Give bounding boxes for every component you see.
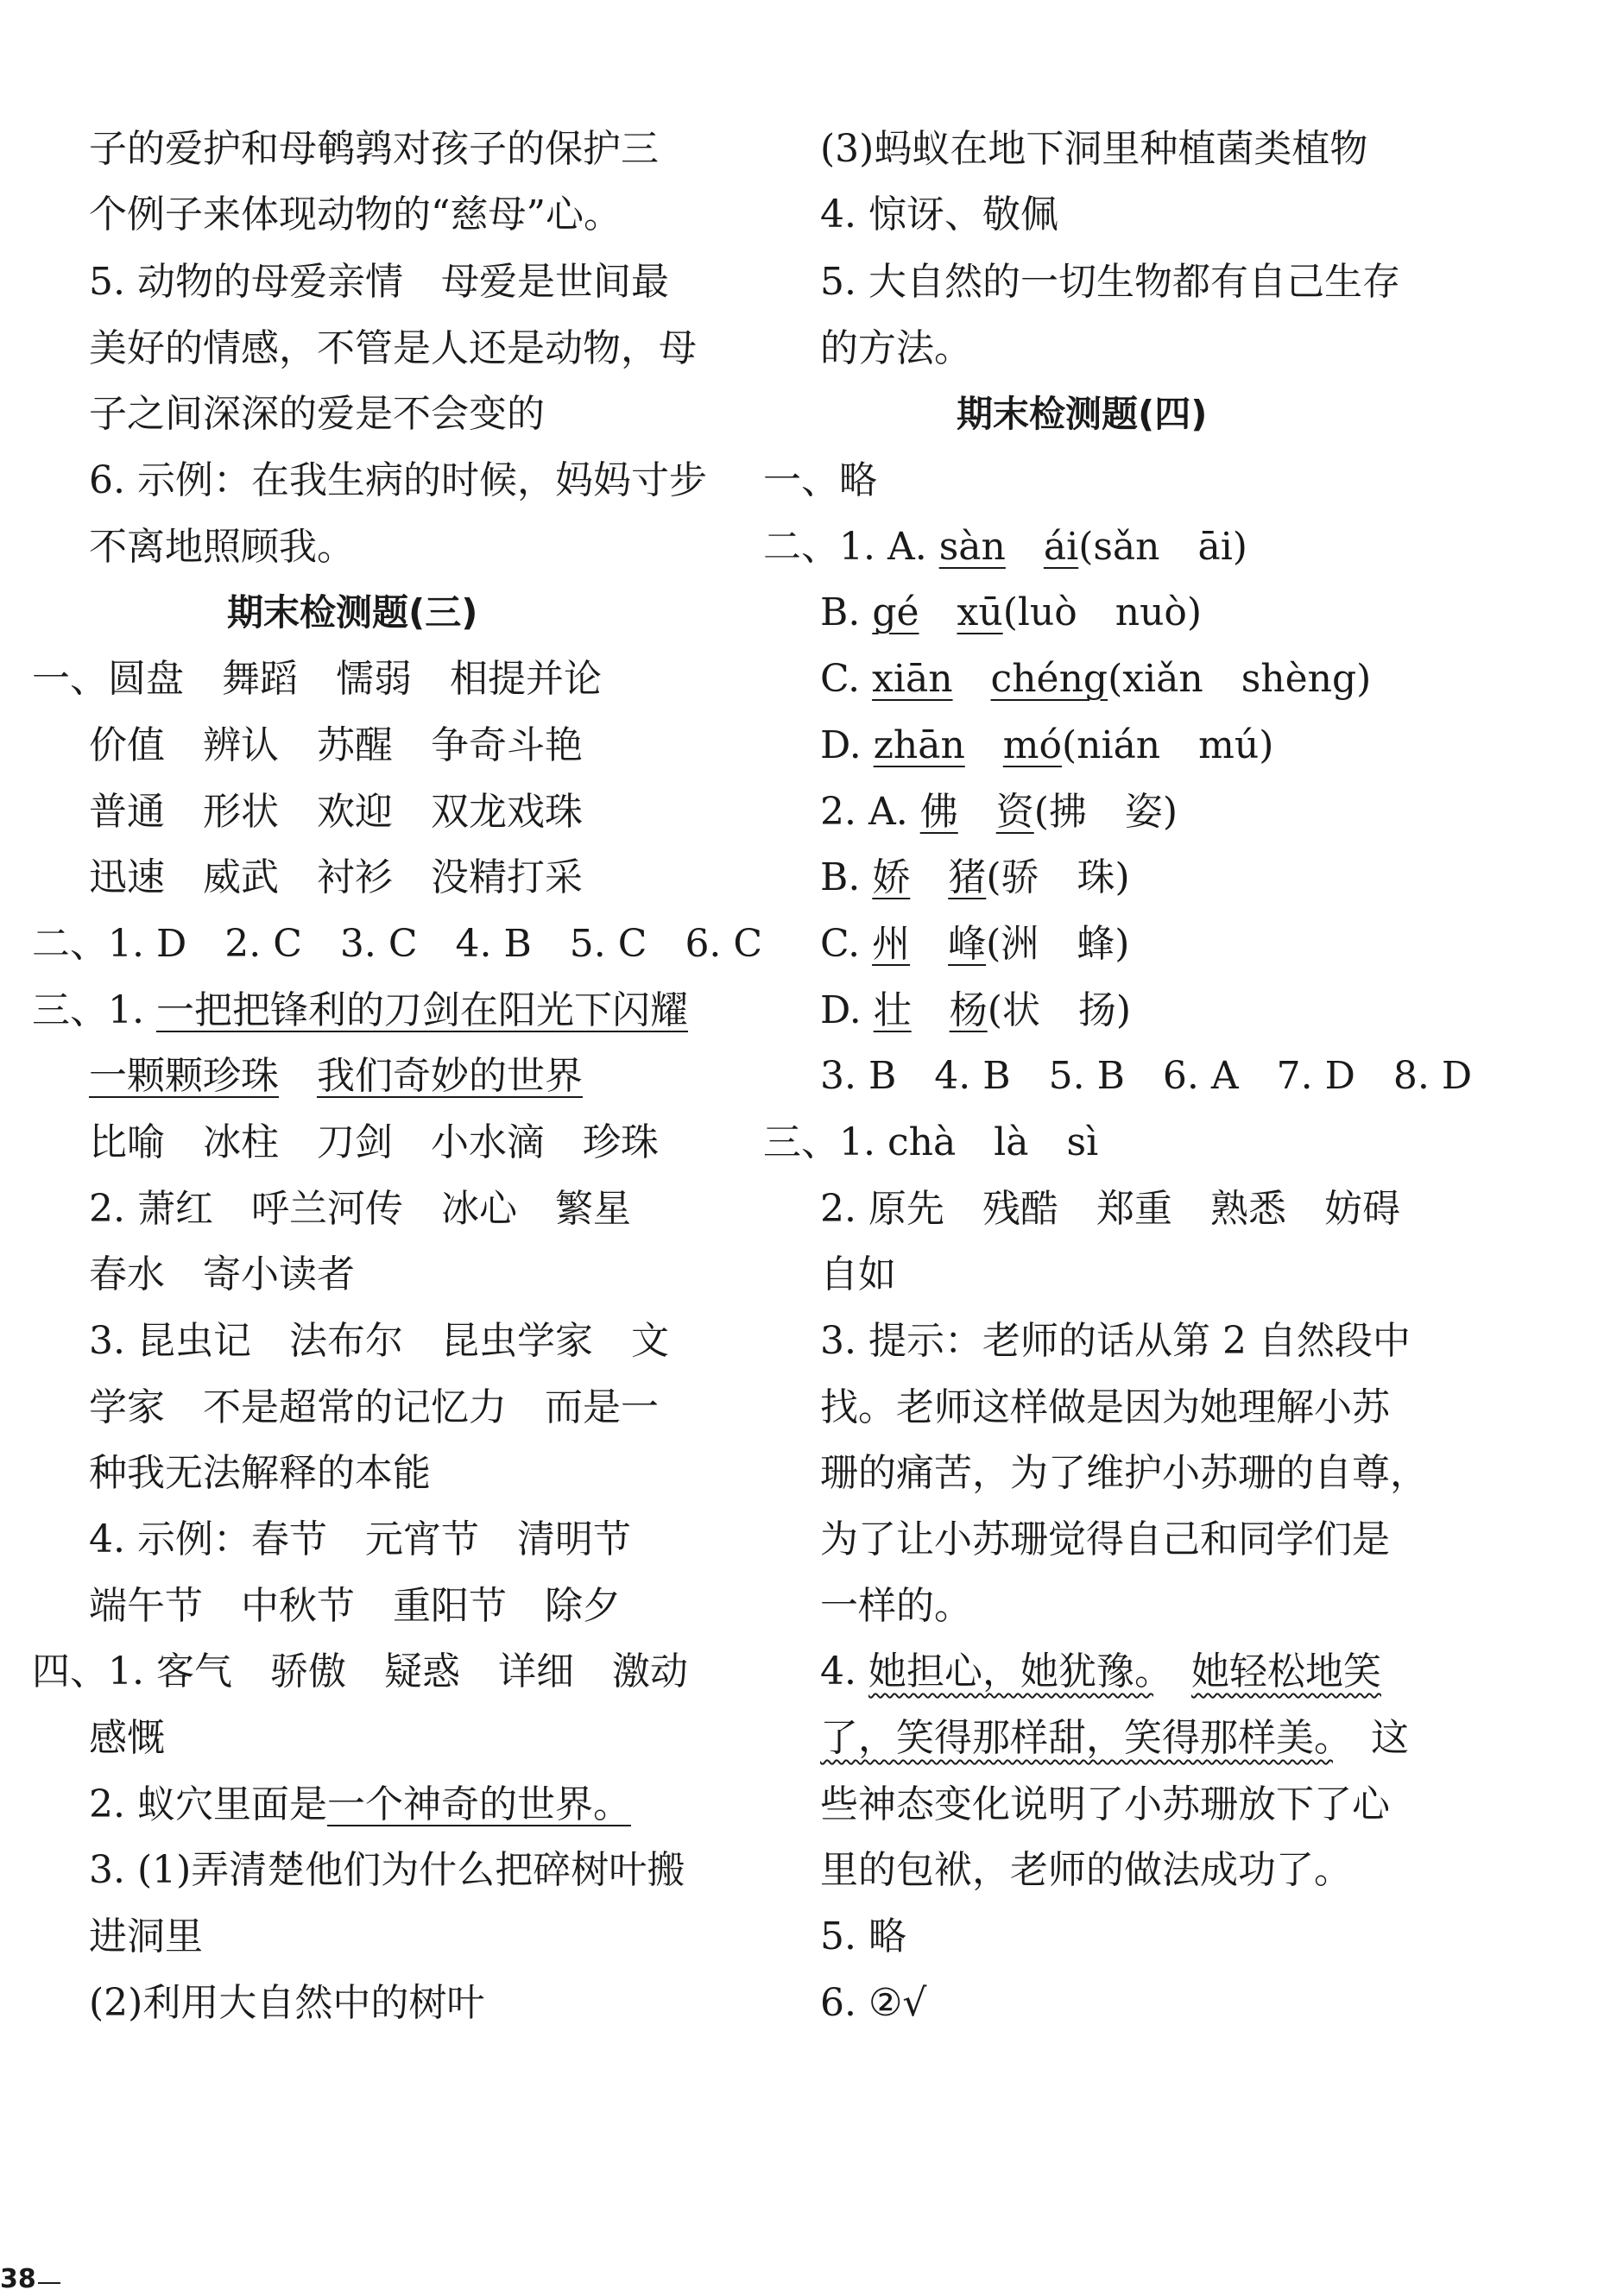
answer-text: (nián mú)	[1062, 723, 1274, 767]
answer-text: 美好的情感，不管是人还是动物，母	[89, 326, 697, 370]
answer-line	[89, 457, 707, 505]
answer-line	[820, 788, 1178, 836]
underlined-answer: sàn	[938, 525, 1006, 569]
answer-text: (状 扬)	[987, 988, 1132, 1032]
answer-line	[820, 1516, 1390, 1564]
answer-text: 5. 略	[820, 1914, 906, 1959]
answer-line	[89, 788, 583, 836]
answer-text: 子的爱护和母鹌鹑对孩子的保护三	[89, 127, 659, 171]
answer-text: 4. 示例：春节 元宵节 清明节	[89, 1517, 631, 1561]
answer-text: 2. 原先 残酷 郑重 熟悉 妨碍	[820, 1187, 1400, 1231]
answer-text: 迅速 威武 衬衫 没精打采	[89, 855, 583, 899]
answer-text: D.	[820, 988, 874, 1032]
answer-text: (2)利用大自然中的树叶	[89, 1981, 485, 2025]
answer-line	[89, 1119, 659, 1167]
underlined-answer: gé	[872, 590, 919, 634]
answer-text	[1153, 1649, 1191, 1694]
answer-text	[279, 1054, 317, 1098]
answer-text	[912, 988, 950, 1032]
answer-line	[820, 125, 1367, 173]
answer-line	[89, 1516, 631, 1564]
answer-text: 感慨	[89, 1716, 165, 1760]
underlined-answer: 她担心，她犹豫。	[868, 1649, 1153, 1694]
answer-line	[32, 655, 602, 703]
answer-text: (拂 姿)	[1033, 790, 1178, 834]
answer-text: 的方法。	[820, 326, 972, 370]
answer-text: 子之间深深的爱是不会变的	[89, 392, 545, 436]
answer-text: 三、1. chà là sì	[763, 1120, 1099, 1164]
answer-line	[89, 325, 697, 373]
answer-line	[32, 1648, 688, 1696]
answer-text: 3. B 4. B 5. B 6. A 7. D 8. D	[820, 1054, 1473, 1098]
answer-line	[820, 920, 1129, 968]
answer-line	[89, 1052, 583, 1101]
answer-text: 6. 示例：在我生病的时候，妈妈寸步	[89, 458, 707, 502]
answer-text: (骄 珠)	[986, 855, 1130, 899]
answer-line	[820, 854, 1130, 902]
answer-line	[89, 258, 669, 306]
answer-line	[89, 523, 355, 571]
answer-line	[89, 1846, 685, 1895]
answer-line	[89, 1185, 631, 1233]
answer-text: 里的包袱，老师的做法成功了。	[820, 1848, 1352, 1892]
answer-text: 些神态变化说明了小苏珊放下了心	[820, 1782, 1390, 1826]
answer-text: 3. 昆虫记 法布尔 昆虫学家 文	[89, 1319, 669, 1363]
answer-line	[820, 1846, 1352, 1895]
answer-line	[820, 1251, 896, 1299]
underlined-answer: 州	[872, 922, 911, 966]
answer-text: 6. ②√	[820, 1981, 927, 2025]
answer-line	[820, 722, 1273, 770]
answer-text	[1006, 525, 1044, 569]
answer-line	[820, 655, 1371, 703]
answer-text: (洲 蜂)	[986, 922, 1130, 966]
answer-line	[820, 258, 1400, 306]
answer-line	[820, 1052, 1472, 1101]
answer-text: 四、1. 客气 骄傲 疑惑 详细 激动	[32, 1649, 688, 1694]
answer-text: 进洞里	[89, 1914, 203, 1959]
answer-text: 2. 萧红 呼兰河传 冰心 繁星	[89, 1187, 631, 1231]
footer-dash	[38, 2282, 60, 2284]
answer-text: 不离地照顾我。	[89, 525, 355, 569]
answer-text	[910, 922, 948, 966]
answer-line	[89, 1979, 484, 2028]
answer-text: 5. 大自然的一切生物都有自己生存	[820, 260, 1400, 304]
answer-line	[820, 1648, 1381, 1696]
answer-text	[965, 723, 1003, 767]
answer-text: 二、1. A.	[763, 525, 939, 569]
underlined-answer: 峰	[948, 922, 987, 966]
answer-text: 比喻 冰柱 刀剑 小水滴 珍珠	[89, 1120, 659, 1164]
answer-text	[919, 590, 957, 634]
answer-text: 3. (1)弄清楚他们为什么把碎树叶搬	[89, 1848, 685, 1892]
answer-line	[89, 390, 545, 438]
answer-line	[820, 1384, 1390, 1432]
underlined-answer: xiān	[872, 657, 953, 701]
answer-line	[763, 523, 1247, 571]
answer-text: 个例子来体现动物的“慈母”心。	[89, 192, 622, 237]
answer-text: 找。老师这样做是因为她理解小苏	[820, 1385, 1390, 1429]
answer-line	[820, 325, 972, 373]
answer-text: 普通 形状 欢迎 双龙戏珠	[89, 790, 583, 834]
answer-text: 一样的。	[820, 1584, 972, 1628]
answer-text: 2. A.	[820, 790, 920, 834]
answer-line	[820, 987, 1131, 1035]
answer-text: D.	[820, 723, 874, 767]
underlined-answer: 一个神奇的世界。	[326, 1782, 631, 1826]
answer-line	[763, 457, 877, 505]
answer-text	[910, 855, 948, 899]
underlined-answer: mó	[1002, 723, 1062, 767]
answer-text: 三、1.	[32, 988, 156, 1032]
answer-line	[820, 589, 1202, 637]
answer-text: 一、略	[763, 458, 877, 502]
answer-text: 4. 惊讶、敬佩	[820, 192, 1058, 237]
answer-text: 这	[1333, 1716, 1409, 1760]
underlined-answer: ái	[1043, 525, 1079, 569]
answer-text: (3)蚂蚁在地下洞里种植菌类植物	[820, 127, 1368, 171]
underlined-answer: chéng	[990, 657, 1108, 701]
underlined-answer: 资	[995, 790, 1034, 834]
answer-line	[820, 1317, 1411, 1366]
answer-text: 自如	[820, 1252, 896, 1296]
answer-text: 价值 辨认 苏醒 争奇斗艳	[89, 723, 583, 767]
underlined-answer: 了，笑得那样甜，笑得那样美。	[820, 1716, 1333, 1760]
underlined-answer: 猪	[948, 855, 987, 899]
answer-text	[958, 790, 996, 834]
answer-text: (xiǎn shèng)	[1108, 657, 1372, 701]
answer-line	[89, 1582, 621, 1631]
page-number: 38	[0, 2264, 36, 2294]
underlined-answer: 我们奇妙的世界	[317, 1054, 583, 1098]
answer-text: C.	[820, 657, 873, 701]
underlined-answer: 娇	[872, 855, 911, 899]
answer-text: 期末检测题(三)	[227, 591, 478, 634]
answer-line	[820, 1185, 1400, 1233]
answer-text: B.	[820, 590, 873, 634]
answer-text: 期末检测题(四)	[957, 393, 1208, 435]
answer-text: 端午节 中秋节 重阳节 除夕	[89, 1584, 621, 1628]
answer-line	[820, 1582, 972, 1631]
underlined-answer: xū	[957, 590, 1003, 634]
answer-text: B.	[820, 855, 873, 899]
underlined-answer: 一颗颗珍珠	[89, 1054, 279, 1098]
answer-line	[32, 987, 688, 1035]
answer-line	[89, 125, 659, 173]
answer-line	[763, 1119, 1098, 1167]
answer-text: C.	[820, 922, 873, 966]
underlined-answer: 壮	[873, 988, 912, 1032]
answer-line	[820, 1449, 1428, 1498]
answer-text: (luò nuò)	[1002, 590, 1203, 634]
underlined-answer: 她轻松地笑	[1190, 1649, 1381, 1694]
answer-line	[89, 1714, 165, 1763]
answer-line	[89, 1317, 669, 1366]
answer-line	[89, 1449, 431, 1498]
answer-line	[89, 1781, 631, 1829]
underlined-answer: zhān	[873, 723, 965, 767]
answer-line	[89, 722, 583, 770]
underlined-answer: 杨	[949, 988, 988, 1032]
section-title	[227, 589, 477, 637]
answer-text: 二、1. D 2. C 3. C 4. B 5. C 6. C	[32, 922, 763, 966]
answer-text: 种我无法解释的本能	[89, 1451, 431, 1495]
answer-line	[820, 1913, 906, 1961]
underlined-answer: 佛	[919, 790, 958, 834]
section-title	[957, 390, 1207, 438]
answer-text: (sǎn āi)	[1078, 525, 1247, 569]
answer-line	[820, 1714, 1409, 1763]
answer-line	[89, 854, 583, 902]
answer-line	[32, 920, 762, 968]
answer-text: 5. 动物的母爱亲情 母爱是世间最	[89, 260, 669, 304]
answer-text: 一、圆盘 舞蹈 懦弱 相提并论	[32, 657, 602, 701]
answer-line	[820, 1979, 926, 2028]
answer-text: 春水 寄小读者	[89, 1252, 355, 1296]
answer-line	[89, 1913, 203, 1961]
answer-text	[953, 657, 991, 701]
answer-text: 珊的痛苦，为了维护小苏珊的自尊，	[820, 1451, 1428, 1495]
answer-line	[89, 1251, 355, 1299]
answer-line	[820, 191, 1058, 239]
answer-text: 2. 蚁穴里面是	[89, 1782, 327, 1826]
answer-line	[89, 1384, 659, 1432]
answer-line	[89, 191, 622, 239]
underlined-answer: 一把把锋利的刀剑在阳光下闪耀	[155, 988, 688, 1032]
answer-text: 学家 不是超常的记忆力 而是一	[89, 1385, 659, 1429]
answer-text: 4.	[820, 1649, 868, 1694]
answer-line	[820, 1781, 1390, 1829]
answer-text: 为了让小苏珊觉得自己和同学们是	[820, 1517, 1390, 1561]
answer-text: 3. 提示：老师的话从第 2 自然段中	[820, 1319, 1411, 1363]
